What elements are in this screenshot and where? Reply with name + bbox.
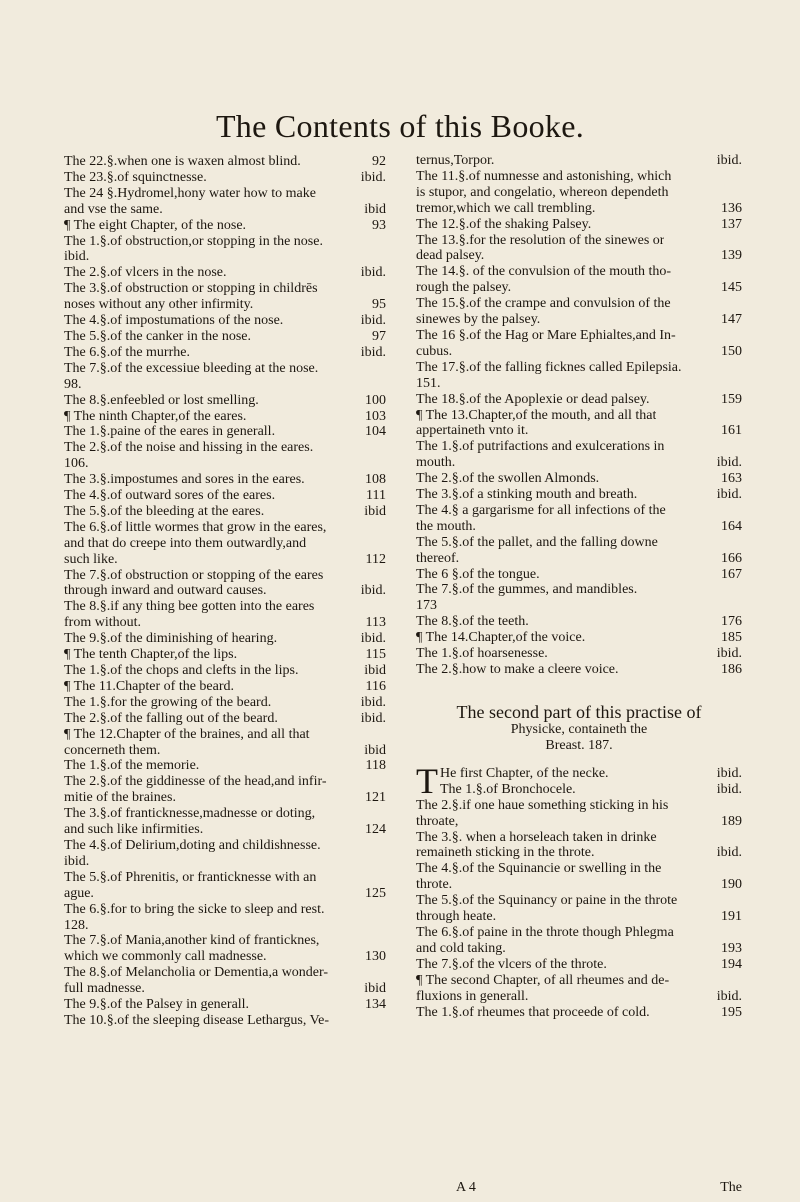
toc-entry-text: tremor,which we call trembling. xyxy=(416,200,596,216)
toc-entry xyxy=(64,345,386,361)
toc-entry-text: The 15.§.of the crampe and convulsion of the xyxy=(416,296,671,312)
toc-entry-text: 173 xyxy=(416,598,437,614)
toc-entry-text: mouth. xyxy=(416,455,456,471)
toc-entry-text: The 8.§.of Melancholia or Dementia,a wonder- xyxy=(64,965,329,981)
toc-entry-page: 185 xyxy=(721,630,742,646)
toc-entry-page: 115 xyxy=(365,647,386,663)
toc-entry-text: The 9.§.of the diminishing of hearing. xyxy=(64,631,278,647)
toc-entry xyxy=(416,312,742,328)
toc-entry-page: ibid. xyxy=(716,988,742,1004)
toc-entry-page: 108 xyxy=(365,472,386,488)
toc-entry xyxy=(64,790,386,806)
toc-entry-text: ¶ The 14.Chapter,of the voice. xyxy=(416,630,586,646)
toc-entry xyxy=(416,567,742,583)
toc-entry xyxy=(64,202,386,218)
second-part-breast: Breast. 187. xyxy=(545,737,613,753)
toc-entry-text: ¶ The 13.Chapter,of the mouth, and all that xyxy=(416,407,657,423)
toc-entry xyxy=(416,455,742,471)
toc-entry-text: The 18.§.of the Apoplexie or dead palsey. xyxy=(416,391,650,407)
toc-entry xyxy=(64,854,386,870)
toc-entry-text: throate, xyxy=(416,813,459,829)
toc-entry-text: The 5.§.of the bleeding at the eares. xyxy=(64,503,265,519)
toc-entry-text: ibid. xyxy=(64,853,90,869)
toc-entry-text: The 3.§.of obstruction or stopping in childrēs xyxy=(64,281,318,297)
toc-entry xyxy=(64,297,386,313)
toc-entry-page: ibid. xyxy=(360,169,386,185)
toc-entry-page: 190 xyxy=(721,877,742,893)
toc-entry-text: full madnesse. xyxy=(64,981,145,997)
toc-entry xyxy=(416,264,742,280)
toc-entry xyxy=(416,814,742,830)
toc-entry-text: The 8.§.if any thing bee gotten into the eares xyxy=(64,599,315,615)
toc-entry xyxy=(416,630,742,646)
toc-entry xyxy=(64,806,386,822)
toc-entry-page: 125 xyxy=(365,885,386,901)
toc-entry xyxy=(64,170,386,186)
toc-entry-text: The 11.§.of numnesse and astonishing, which xyxy=(416,168,672,184)
toc-entry-page: ibid. xyxy=(360,344,386,360)
toc-entry-page: 159 xyxy=(721,391,742,407)
toc-entry-text: The 7.§.of the excessiue bleeding at the nose. xyxy=(64,360,319,376)
toc-entry xyxy=(416,439,742,455)
toc-entry-text: ¶ The tenth Chapter,of the lips. xyxy=(64,647,238,663)
toc-entry xyxy=(416,941,742,957)
page-title: The Contents of this Booke. xyxy=(215,108,585,144)
toc-entry-page: ibid. xyxy=(360,583,386,599)
toc-entry-text: and cold taking. xyxy=(416,940,506,956)
toc-entry-page: ibid. xyxy=(360,631,386,647)
toc-entry-text: The 12.§.of the shaking Palsey. xyxy=(416,216,592,232)
toc-entry-text: The 9.§.of the Palsey in generall. xyxy=(64,997,250,1013)
toc-entry xyxy=(64,281,386,297)
toc-entry-text: through inward and outward causes. xyxy=(64,583,267,599)
page-footer xyxy=(416,1180,742,1196)
toc-entry-text: cubus. xyxy=(416,343,453,359)
toc-entry-text: The 6.§.of little wormes that grow in the eares, xyxy=(64,519,327,535)
toc-entry xyxy=(64,822,386,838)
toc-entry-page: ibid. xyxy=(716,487,742,503)
left-column xyxy=(64,154,386,1029)
toc-entry xyxy=(64,615,386,631)
toc-entry xyxy=(416,646,742,662)
toc-entry-text: thereof. xyxy=(416,550,460,566)
toc-entry-text: The 2.§.if one haue something sticking in his xyxy=(416,797,669,813)
toc-entry-text: appertaineth vnto it. xyxy=(416,423,529,439)
toc-entry-page: 97 xyxy=(372,328,386,344)
toc-entry-page: ibid xyxy=(364,663,386,678)
toc-entry xyxy=(416,471,742,487)
toc-entry-text: The 2.§.of the noise and hissing in the eares. xyxy=(64,440,314,456)
toc-entry xyxy=(64,440,386,456)
toc-entry xyxy=(64,424,386,440)
toc-entry xyxy=(64,902,386,918)
toc-entry-text: from without. xyxy=(64,615,141,631)
toc-entry-text: The 7.§.of obstruction or stopping of the eares xyxy=(64,567,324,583)
toc-entry-page: 136 xyxy=(721,200,742,216)
toc-entry-text: The 4.§ a gargarisme for all infections of the xyxy=(416,502,666,518)
toc-entry-page: 92 xyxy=(372,154,386,169)
toc-entry-text: ibid. xyxy=(64,249,90,265)
toc-entry xyxy=(440,782,742,798)
toc-entry-text: The 5.§.of the pallet, and the falling downe xyxy=(416,534,658,550)
toc-entry xyxy=(64,663,386,679)
toc-entry-page: 150 xyxy=(721,343,742,359)
toc-entry xyxy=(64,552,386,568)
toc-entry-page: ibid. xyxy=(716,845,742,861)
right-column xyxy=(416,153,742,1020)
dropcap-letter: T xyxy=(416,760,438,801)
toc-entry xyxy=(64,361,386,377)
toc-entry xyxy=(64,234,386,250)
toc-entry-page: 100 xyxy=(365,392,386,408)
toc-entry-page: ibid. xyxy=(360,710,386,726)
toc-entry-page: 186 xyxy=(721,662,742,677)
toc-entry-text: The 1.§.paine of the eares in generall. xyxy=(64,424,276,440)
toc-entry-page: 95 xyxy=(372,297,386,313)
toc-entry-text: The 1.§.of putrifactions and exulcerations in xyxy=(416,439,665,455)
toc-entry xyxy=(416,598,742,614)
toc-entry-text: The 17.§.of the falling ficknes called Epilepsia. xyxy=(416,359,682,375)
toc-entry xyxy=(64,520,386,536)
toc-entry-text: ¶ The eight Chapter, of the nose. xyxy=(64,217,247,233)
toc-entry xyxy=(64,870,386,886)
toc-entry xyxy=(416,582,742,598)
toc-entry xyxy=(416,233,742,249)
toc-entry xyxy=(64,949,386,965)
toc-entry xyxy=(416,877,742,893)
toc-entry xyxy=(64,918,386,934)
toc-entry-page: 163 xyxy=(721,471,742,487)
toc-entry-page: ibid. xyxy=(716,765,742,781)
toc-entry-page: 147 xyxy=(721,312,742,328)
toc-entry xyxy=(64,743,386,759)
toc-entry xyxy=(64,711,386,727)
toc-entry xyxy=(416,861,742,877)
toc-entry-text: The 1.§.of the chops and clefts in the lips. xyxy=(64,663,299,678)
toc-entry xyxy=(64,886,386,902)
toc-entry-text: The 16 §.of the Hag or Mare Ephialtes,and In- xyxy=(416,327,676,343)
toc-entry-page: 113 xyxy=(365,615,386,631)
toc-entry xyxy=(416,248,742,264)
second-part-subtitle: Physicke, containeth the xyxy=(510,721,648,737)
toc-entry-page: ibid xyxy=(364,742,386,758)
toc-entry xyxy=(416,519,742,535)
toc-entry-page: 104 xyxy=(365,424,386,440)
toc-entry xyxy=(64,599,386,615)
toc-entry-text: The 1.§.of the memorie. xyxy=(64,758,200,774)
toc-entry-page: 103 xyxy=(365,408,386,424)
toc-entry xyxy=(64,472,386,488)
toc-entry-page: 93 xyxy=(372,217,386,233)
toc-entry-page: 139 xyxy=(721,248,742,264)
toc-entry xyxy=(416,1005,742,1021)
toc-entry xyxy=(416,408,742,424)
toc-entry-text: noses without any other infirmity. xyxy=(64,297,254,313)
toc-entry-page: ibid. xyxy=(716,646,742,662)
toc-entry-text: The 5.§.of the Squinancy or paine in the throte xyxy=(416,893,678,909)
toc-entry-text: The 7.§.of the gummes, and mandibles. xyxy=(416,582,638,598)
toc-entry-text: The 22.§.when one is waxen almost blind. xyxy=(64,154,301,169)
toc-entry xyxy=(64,186,386,202)
toc-entry-page: ibid. xyxy=(360,265,386,281)
toc-entry-text: sinewes by the palsey. xyxy=(416,312,541,328)
toc-entry xyxy=(64,679,386,695)
toc-entry-text: The 5.§.of the canker in the nose. xyxy=(64,328,251,344)
toc-entry xyxy=(64,758,386,774)
toc-entry-page: ibid. xyxy=(716,455,742,471)
toc-entry xyxy=(64,488,386,504)
toc-entry-text: The 5.§.of Phrenitis, or franticknesse with an xyxy=(64,869,317,885)
toc-entry-text: The 1.§.of Bronchocele. xyxy=(440,781,576,797)
toc-entry-page: ibid. xyxy=(360,313,386,329)
toc-entry xyxy=(64,774,386,790)
toc-entry-page: 166 xyxy=(721,550,742,566)
toc-entry xyxy=(64,981,386,997)
toc-entry xyxy=(64,727,386,743)
toc-entry xyxy=(416,535,742,551)
toc-entry-text: such like. xyxy=(64,551,118,567)
toc-entry-text: The 14.§. of the convulsion of the mouth tho- xyxy=(416,264,672,280)
toc-entry-text: 128. xyxy=(64,917,89,933)
toc-entry xyxy=(416,798,742,814)
toc-entry-text: and that do creepe into them outwardly,and xyxy=(64,535,307,551)
toc-entry-text: The 1.§.of obstruction,or stopping in the nose. xyxy=(64,233,323,249)
toc-entry-text: 106. xyxy=(64,456,89,472)
toc-entry xyxy=(64,329,386,345)
toc-entry-page: 118 xyxy=(365,758,386,774)
toc-entry xyxy=(416,551,742,567)
toc-entry-text: ternus,Torpor. xyxy=(416,153,495,168)
toc-entry xyxy=(416,662,742,678)
toc-entry-text: He first Chapter, of the necke. xyxy=(440,765,609,781)
toc-entry-page: 111 xyxy=(366,488,386,504)
toc-entry-text: 98. xyxy=(64,376,82,392)
toc-entry xyxy=(64,393,386,409)
toc-entry xyxy=(64,647,386,663)
toc-entry xyxy=(64,265,386,281)
toc-entry-page: 134 xyxy=(365,997,386,1013)
toc-entry xyxy=(416,893,742,909)
toc-entry-page: 194 xyxy=(721,956,742,972)
toc-entry-text: The 4.§.of the Squinancie or swelling in the xyxy=(416,861,662,877)
toc-entry xyxy=(64,1013,386,1029)
toc-entry-text: and vse the same. xyxy=(64,201,163,217)
toc-entry-text: The 2.§.of the swollen Almonds. xyxy=(416,471,600,487)
toc-entry-text: The 2.§.how to make a cleere voice. xyxy=(416,662,619,677)
toc-entry xyxy=(440,766,742,782)
toc-entry-text: the mouth. xyxy=(416,518,476,534)
toc-entry-text: The 2.§.of vlcers in the nose. xyxy=(64,265,227,281)
toc-entry xyxy=(64,583,386,599)
toc-entry xyxy=(416,845,742,861)
toc-entry xyxy=(416,909,742,925)
toc-entry-text: The 3.§. when a horseleach taken in drinke xyxy=(416,829,657,845)
toc-entry xyxy=(64,504,386,520)
toc-entry-page: ibid. xyxy=(360,694,386,710)
toc-entry xyxy=(64,695,386,711)
toc-entry-text: concerneth them. xyxy=(64,742,161,758)
toc-entry-page: 176 xyxy=(721,614,742,630)
toc-entry-page: 121 xyxy=(365,790,386,806)
toc-entry xyxy=(416,296,742,312)
toc-entry xyxy=(64,965,386,981)
toc-entry-page: 189 xyxy=(721,813,742,829)
toc-entry-text: The 1.§.for the growing of the beard. xyxy=(64,694,272,710)
toc-entry-text: The 4.§.of Delirium,doting and childishnesse. xyxy=(64,837,321,853)
toc-entry-text: The 3.§.impostumes and sores in the eares. xyxy=(64,472,305,488)
toc-entry-page: 130 xyxy=(365,949,386,965)
toc-entry-text: The 6 §.of the tongue. xyxy=(416,566,540,582)
toc-entry xyxy=(416,614,742,630)
toc-entry xyxy=(416,392,742,408)
toc-entry-page: ibid. xyxy=(716,153,742,168)
toc-entry xyxy=(416,973,742,989)
toc-entry-text: mitie of the braines. xyxy=(64,790,176,806)
toc-entry-text: ¶ The second Chapter, of all rheumes and de- xyxy=(416,972,670,988)
toc-entry xyxy=(416,344,742,360)
toc-entry-text: The 3.§.of franticknesse,madnesse or doting, xyxy=(64,806,316,822)
toc-entry xyxy=(64,456,386,472)
toc-entry-text: The 6.§.of the murrhe. xyxy=(64,344,190,360)
toc-entry xyxy=(64,377,386,393)
toc-entry-text: The 4.§.of outward sores of the eares. xyxy=(64,488,276,504)
dropcap-block xyxy=(416,760,742,801)
toc-entry-text: The 7.§.of the vlcers of the throte. xyxy=(416,956,607,972)
toc-entry-page: ibid xyxy=(364,201,386,217)
toc-entry-text: The 13.§.for the resolution of the sinewes or xyxy=(416,232,665,248)
toc-entry xyxy=(416,925,742,941)
toc-entry-text: The 7.§.of Mania,another kind of franticknes, xyxy=(64,933,320,949)
toc-entry-page: ibid xyxy=(364,981,386,997)
toc-entry xyxy=(416,989,742,1005)
toc-entry xyxy=(416,376,742,392)
toc-entry-page: ibid. xyxy=(716,781,742,797)
toc-entry xyxy=(416,423,742,439)
toc-entry xyxy=(416,201,742,217)
toc-entry xyxy=(64,218,386,234)
toc-entry-text: The 1.§.of hoarsenesse. xyxy=(416,646,548,662)
toc-entry-page: 191 xyxy=(721,909,742,925)
toc-entry-text: remaineth sticking in the throte. xyxy=(416,845,595,861)
toc-entry-page: 195 xyxy=(721,1004,742,1020)
toc-entry-text: The 4.§.of impostumations of the nose. xyxy=(64,313,284,329)
toc-entry-text: ¶ The ninth Chapter,of the eares. xyxy=(64,408,247,424)
toc-entry-text: dead palsey. xyxy=(416,248,485,264)
toc-entry-page: 124 xyxy=(365,822,386,838)
toc-entry-page: 161 xyxy=(721,423,742,439)
toc-entry xyxy=(416,280,742,296)
toc-entry-page: 164 xyxy=(721,518,742,534)
toc-entry-text: The 6.§.of paine in the throte though Phlegma xyxy=(416,924,674,940)
toc-entry-text: The 8.§.of the teeth. xyxy=(416,614,529,630)
toc-entry xyxy=(64,409,386,425)
toc-entry-text: throte. xyxy=(416,877,453,893)
toc-entry-page: 145 xyxy=(721,280,742,296)
toc-entry xyxy=(64,568,386,584)
toc-entry xyxy=(64,249,386,265)
toc-entry-text: The 6.§.for to bring the sicke to sleep and rest. xyxy=(64,901,325,917)
toc-entry-text: fluxions in generall. xyxy=(416,988,529,1004)
toc-entry xyxy=(416,153,742,169)
toc-entry xyxy=(416,503,742,519)
signature-mark: A 4 xyxy=(456,1180,476,1195)
toc-entry xyxy=(64,838,386,854)
catchword: The xyxy=(720,1180,742,1195)
toc-entry-text: The 10.§.of the sleeping disease Lethargus, Ve- xyxy=(64,1012,330,1028)
toc-entry-text: and such like infirmities. xyxy=(64,822,204,838)
toc-entry-text: rough the palsey. xyxy=(416,280,512,296)
toc-entry xyxy=(64,631,386,647)
toc-entry xyxy=(64,313,386,329)
toc-entry-text: ague. xyxy=(64,885,94,901)
toc-entry xyxy=(416,487,742,503)
toc-entry-text: through heate. xyxy=(416,909,497,925)
toc-entry-text: which we commonly call madnesse. xyxy=(64,949,267,965)
toc-entry-page: 167 xyxy=(721,566,742,582)
toc-entry xyxy=(416,830,742,846)
toc-entry xyxy=(416,360,742,376)
toc-entry-page: 193 xyxy=(721,940,742,956)
toc-entry-text: The 1.§.of rheumes that proceede of cold. xyxy=(416,1004,650,1020)
toc-entry xyxy=(416,169,742,185)
toc-entry xyxy=(64,154,386,170)
toc-entry xyxy=(64,997,386,1013)
toc-entry xyxy=(416,328,742,344)
second-part-heading: The second part of this practise of xyxy=(456,701,702,722)
toc-entry xyxy=(64,933,386,949)
toc-entry xyxy=(64,536,386,552)
toc-entry-text: The 2.§.of the giddinesse of the head,and infir- xyxy=(64,774,327,790)
toc-entry xyxy=(416,185,742,201)
toc-entry-page: 112 xyxy=(365,551,386,567)
toc-entry-page: ibid xyxy=(364,503,386,519)
toc-entry-text: The 3.§.of a stinking mouth and breath. xyxy=(416,487,638,503)
toc-entry-text: 151. xyxy=(416,375,441,391)
toc-entry-text: The 2.§.of the falling out of the beard. xyxy=(64,710,278,726)
toc-entry-text: ¶ The 12.Chapter of the braines, and all that xyxy=(64,726,310,742)
toc-entry xyxy=(416,217,742,233)
toc-entry-text: is stupor, and congelatio, whereon dependeth xyxy=(416,184,669,200)
toc-entry-text: The 23.§.of squinctnesse. xyxy=(64,169,207,185)
toc-entry-page: 116 xyxy=(365,678,386,694)
toc-entry-text: The 8.§.enfeebled or lost smelling. xyxy=(64,392,259,408)
toc-entry-page: 137 xyxy=(721,216,742,232)
toc-entry-text: ¶ The 11.Chapter of the beard. xyxy=(64,678,235,694)
toc-entry xyxy=(416,957,742,973)
toc-entry-text: The 24 §.Hydromel,hony water how to make xyxy=(64,185,316,201)
